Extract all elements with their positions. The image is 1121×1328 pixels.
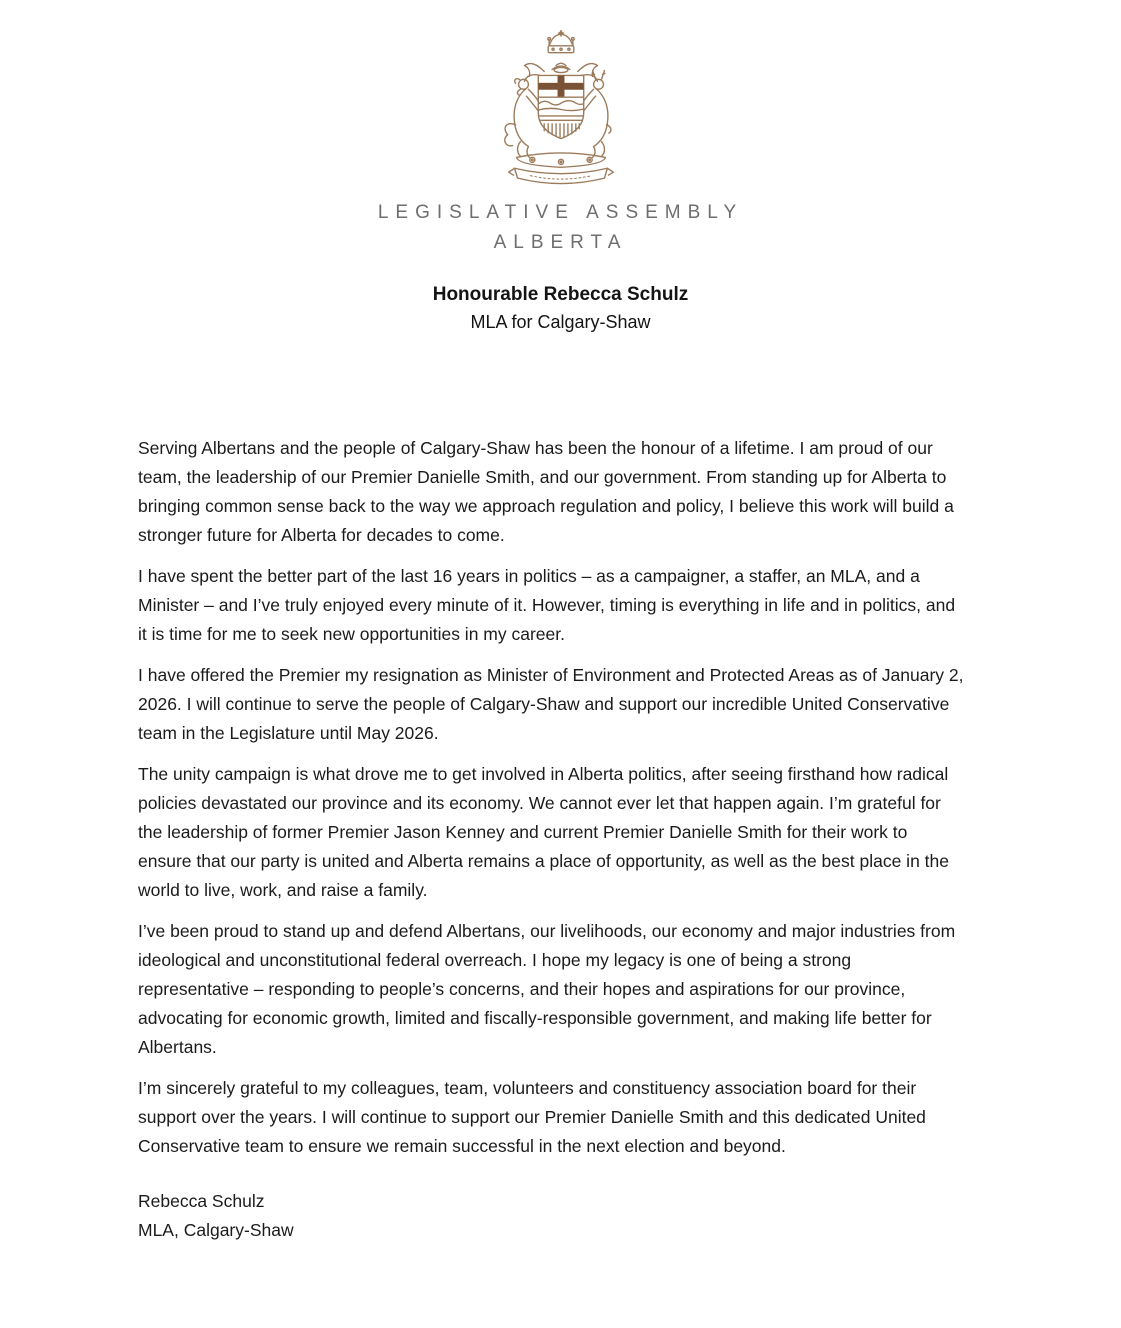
org-name-line1: LEGISLATIVE ASSEMBLY	[377, 202, 744, 223]
letterhead	[0, 0, 1121, 334]
org-name-line2: ALBERTA	[493, 231, 628, 253]
letter-paragraph: Serving Albertans and the people of Calgary-Shaw has been the honour of a lifetime. I am proud of our team, the leadership of our Premier Danielle Smith, and our government. From standing up for Alberta to bringing common sense back to the way we approach regulation and policy, I believe this work will build a stronger future for Alberta for decades to come.	[138, 438, 954, 546]
signature-role: MLA, Calgary-Shaw	[138, 1220, 294, 1241]
letterhead-author-title: MLA for Calgary-Shaw	[470, 311, 651, 332]
rose-compartment-icon	[516, 153, 605, 167]
alberta-coat-of-arms-icon	[486, 30, 636, 188]
letterhead-author-name: Honourable Rebecca Schulz	[432, 284, 689, 306]
signature-block	[138, 1187, 964, 1245]
letter-paragraph: I’ve been proud to stand up and defend Albertans, our livelihoods, our economy and major industries from ideological and unconstitutional federal overreach. I hope my legacy is one of being a strong representative – responding to people’s concerns, and their hopes and aspirations for our province, advocating for economic growth, limited and fiscally-responsible government, and making life better for Albertans.	[138, 921, 956, 1058]
beaver-crest-icon	[552, 63, 570, 72]
letter-paragraph: I have spent the better part of the last 16 years in politics – as a campaigner, a staffer, an MLA, and a Minister – and I’ve truly enjoyed every minute of it. However, timing is everything in life and in politics, and it is time for me to seek new opportunities in my career.	[138, 566, 956, 645]
letter-body	[138, 434, 964, 1245]
motto-ribbon-icon	[508, 168, 613, 183]
letter-paragraph: The unity campaign is what drove me to get involved in Alberta politics, after seeing firsthand how radical policies devastated our province and its economy. We cannot ever let that happen again. I’m grateful for the leadership of former Premier Jason Kenney and current Premier Danielle Smith for their work to ensure that our party is united and Alberta remains a place of opportunity, as well as the best place in the world to live, work, and raise a family.	[138, 764, 949, 901]
crown-icon	[547, 30, 573, 53]
shield-icon	[538, 75, 583, 138]
lion-supporter-icon	[504, 79, 538, 158]
letter-paragraph: I’m sincerely grateful to my colleagues, team, volunteers and constituency association board for their support over the years. I will continue to support our Premier Danielle Smith and this dedicated United Conservative team to ensure we remain successful in the next election and beyond.	[138, 1078, 926, 1157]
signature-name: Rebecca Schulz	[138, 1191, 265, 1212]
pronghorn-supporter-icon	[583, 70, 610, 157]
letter-paragraph: I have offered the Premier my resignation as Minister of Environment and Protected Areas as of January 2, 2026. I will continue to serve the people of Calgary-Shaw and support our incredible United Conservative team in the Legislature until May 2026.	[138, 665, 964, 744]
